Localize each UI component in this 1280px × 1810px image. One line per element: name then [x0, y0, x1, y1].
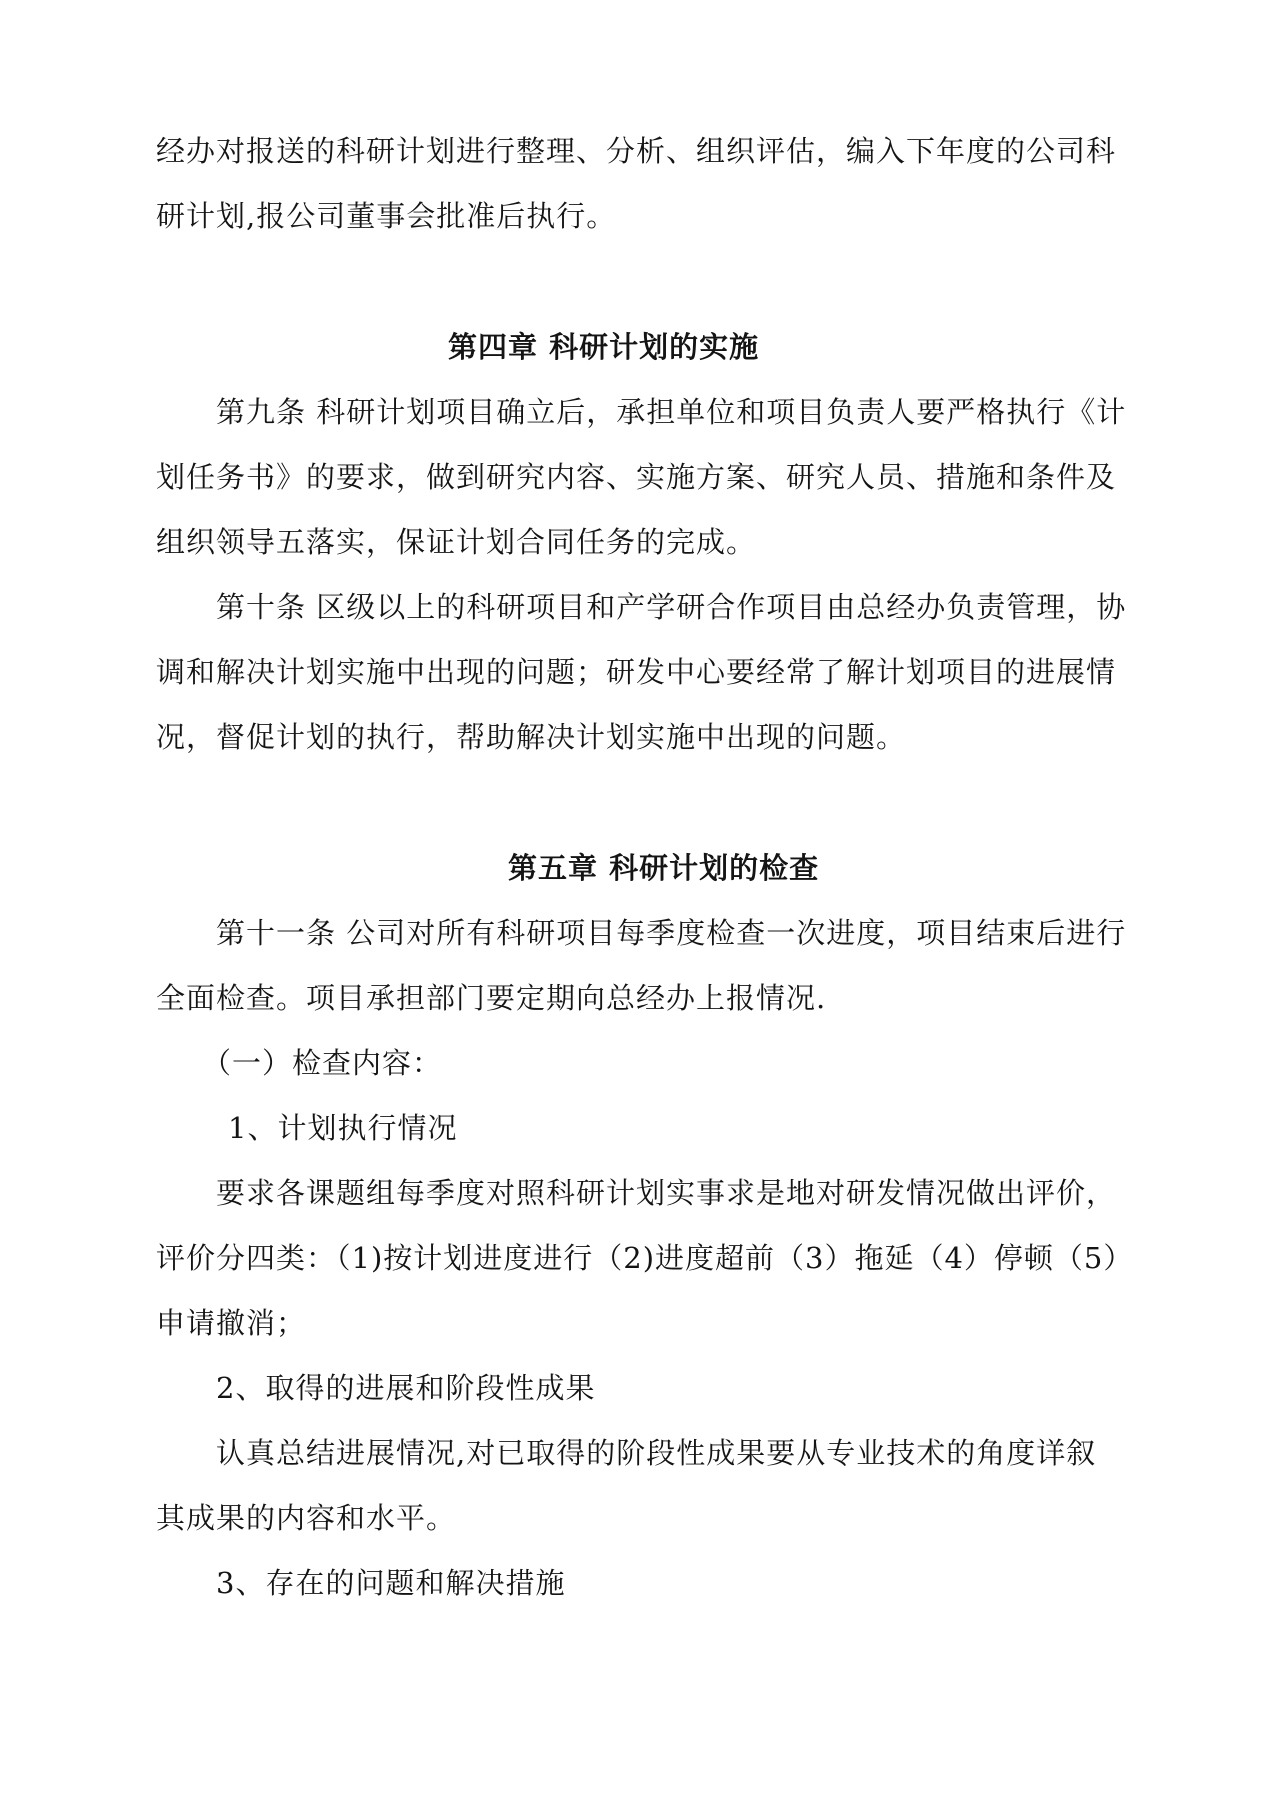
item-1-line: 要求各课题组每季度对照科研计划实事求是地对研发情况做出评价， — [216, 1176, 1117, 1210]
chapter-5-heading: 第五章 科研计划的检查 — [508, 851, 820, 885]
item-2-line: 其成果的内容和水平。 — [156, 1501, 457, 1535]
item-3-title: 3、存在的问题和解决措施 — [216, 1566, 566, 1600]
article-9-line: 组织领导五落实，保证计划合同任务的完成。 — [156, 525, 757, 559]
article-10-line: 调和解决计划实施中出现的问题；研发中心要经常了解计划项目的进展情 — [156, 655, 1117, 689]
item-1-title: 1、计划执行情况 — [228, 1111, 458, 1145]
article-11-line: 全面检查。项目承担部门要定期向总经办上报情况. — [156, 981, 827, 1015]
item-2-line: 认真总结进展情况,对已取得的阶段性成果要从专业技术的角度详叙 — [216, 1436, 1097, 1470]
check-content-heading: （一）检查内容： — [202, 1046, 443, 1080]
paragraph-line: 研计划,报公司董事会批准后执行。 — [156, 199, 617, 233]
item-1-line: 申请撤消； — [156, 1306, 307, 1340]
article-9-line: 划任务书》的要求，做到研究内容、实施方案、研究人员、措施和条件及 — [156, 460, 1117, 494]
chapter-4-heading: 第四章 科研计划的实施 — [448, 330, 760, 364]
article-10-line: 第十条 区级以上的科研项目和产学研合作项目由总经办负责管理，协 — [216, 590, 1127, 624]
article-11-line: 第十一条 公司对所有科研项目每季度检查一次进度，项目结束后进行 — [216, 916, 1127, 950]
item-2-title: 2、取得的进展和阶段性成果 — [216, 1371, 596, 1405]
article-9-line: 第九条 科研计划项目确立后，承担单位和项目负责人要严格执行《计 — [216, 395, 1127, 429]
article-10-line: 况，督促计划的执行，帮助解决计划实施中出现的问题。 — [156, 720, 907, 754]
paragraph-line: 经办对报送的科研计划进行整理、分析、组织评估，编入下年度的公司科 — [156, 134, 1117, 168]
item-1-line: 评价分四类：（1)按计划进度进行（2)进度超前（3）拖延（4）停顿（5） — [156, 1241, 1134, 1275]
